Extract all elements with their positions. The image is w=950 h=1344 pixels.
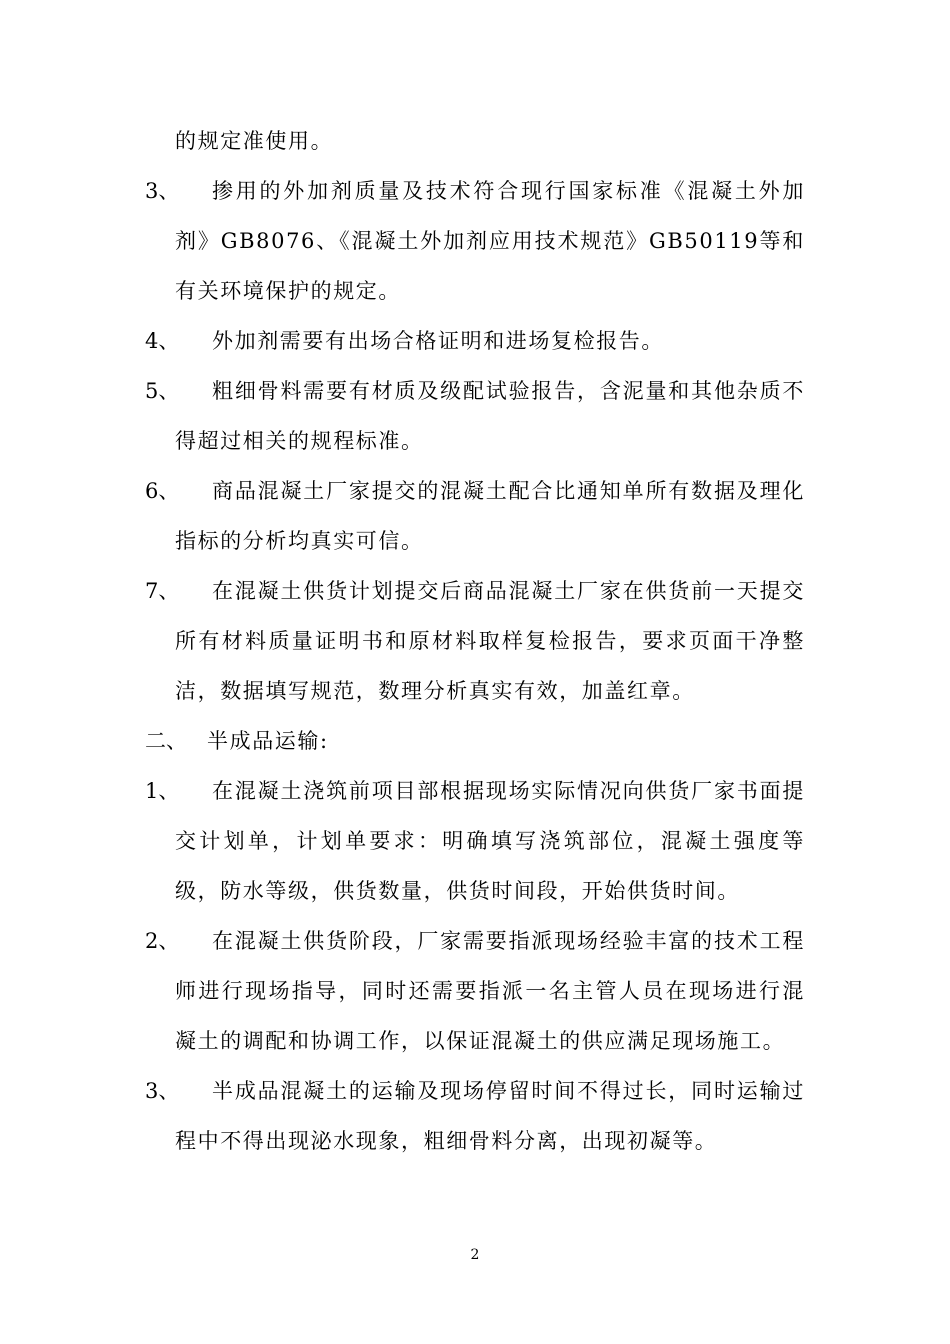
list-item	[0, 1066, 805, 1166]
list-item	[0, 566, 805, 716]
list-item-text: 粗细骨料需要有材质及级配试验报告，含泥量和其他杂质不得超过相关的规程标准。	[175, 379, 805, 453]
list-item-number: 3、	[145, 1079, 180, 1103]
list-item-text: 商品混凝土厂家提交的混凝土配合比通知单所有数据及理化指标的分析均真实可信。	[175, 479, 805, 553]
list-item-text: 外加剂需要有出场合格证明和进场复检报告。	[212, 329, 664, 353]
document-body	[0, 116, 950, 1166]
list-item-text: 在混凝土供货计划提交后商品混凝土厂家在供货前一天提交所有材料质量证明书和原材料取样复检报告，要求页面干净整洁，数据填写规范，数理分析真实有效，加盖红章。	[175, 579, 805, 703]
list-item-text: 在混凝土浇筑前项目部根据现场实际情况向供货厂家书面提交计划单，计划单要求：明确填写浇筑部位，混凝土强度等级，防水等级，供货数量，供货时间段，开始供货时间。	[175, 779, 805, 903]
list-item	[0, 766, 805, 916]
list-item	[0, 916, 805, 1066]
continuation-text: 的规定准使用。	[175, 129, 334, 153]
section-heading	[0, 716, 805, 766]
list-item-number: 2、	[145, 929, 180, 953]
list-item	[0, 366, 805, 466]
list-item	[0, 316, 805, 366]
list-item	[0, 166, 805, 316]
list-item	[0, 466, 805, 566]
list-item-number: 7、	[145, 579, 180, 603]
list-item-text: 半成品混凝土的运输及现场停留时间不得过长，同时运输过程中不得出现泌水现象，粗细骨料分离，出现初凝等。	[175, 1079, 805, 1153]
list-item-text: 掺用的外加剂质量及技术符合现行国家标准《混凝土外加剂》GB8076、《混凝土外加剂应用技术规范》GB50119等和有关环境保护的规定。	[175, 179, 805, 303]
section-number: 二、	[145, 729, 187, 753]
list-item-number: 6、	[145, 479, 180, 503]
continuation-paragraph	[0, 116, 805, 166]
list-item-number: 5、	[145, 379, 180, 403]
list-item-number: 4、	[145, 329, 180, 353]
section-title: 半成品运输:	[207, 729, 329, 753]
list-item-number: 1、	[145, 779, 180, 803]
page-number: 2	[470, 1247, 480, 1263]
list-item-text: 在混凝土供货阶段，厂家需要指派现场经验丰富的技术工程师进行现场指导，同时还需要指派一名主管人员在现场进行混凝土的调配和协调工作，以保证混凝土的供应满足现场施工。	[175, 929, 805, 1053]
list-item-number: 3、	[145, 179, 180, 203]
